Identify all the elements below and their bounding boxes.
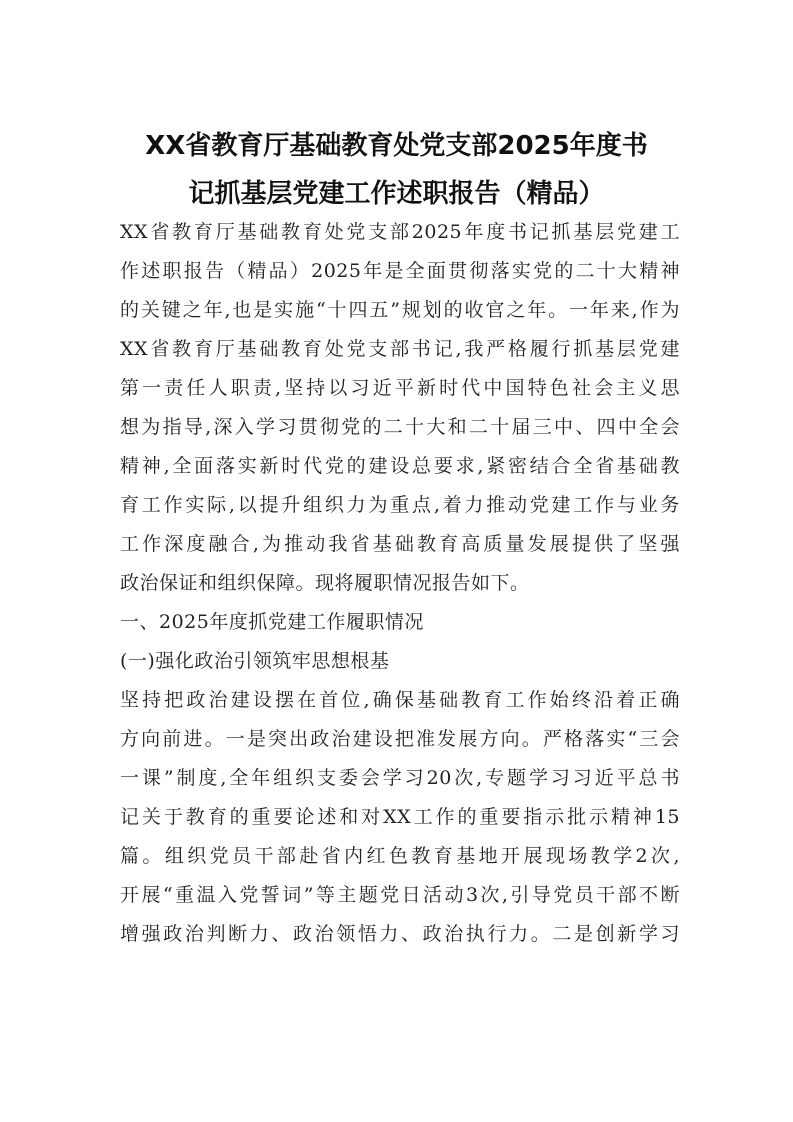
subsection-heading: (一)强化政治引领筑牢思想根基: [120, 650, 390, 672]
body-line: 精神,全面落实新时代党的建设总要求,紧密结合全省基础教: [120, 455, 680, 477]
body-line: 坚持把政治建设摆在首位,确保基础教育工作始终沿着正确: [120, 689, 680, 711]
body-line: 开展“重温入党誓词”等主题党日活动3次,引导党员干部不断: [120, 884, 680, 906]
body-line: 增强政治判断力、政治领悟力、政治执行力。二是创新学习: [120, 923, 680, 945]
title-line-1: XX省教育厅基础教育处党支部2025年度书: [145, 131, 648, 161]
body-line: 作述职报告（精品）2025年是全面贯彻落实党的二十大精神: [120, 260, 680, 282]
title-line-2: 记抓基层党建工作述职报告（精品）: [188, 179, 605, 209]
body-line: 政治保证和组织保障。现将履职情况报告如下。: [120, 572, 530, 594]
body-line: 方向前进。一是突出政治建设把准发展方向。严格落实“三会: [120, 728, 680, 750]
body-line: 篇。组织党员干部赴省内红色教育基地开展现场教学2次,: [120, 845, 680, 867]
section-heading: 一、2025年度抓党建工作履职情况: [120, 611, 424, 633]
report-body: [120, 213, 680, 954]
body-line: 记关于教育的重要论述和对XX工作的重要指示批示精神15: [120, 806, 680, 828]
page-title: [100, 122, 693, 218]
body-line: 的关键之年,也是实施“十四五”规划的收官之年。一年来,作为: [120, 299, 680, 321]
body-line: XX省教育厅基础教育处党支部书记,我严格履行抓基层党建: [120, 338, 680, 360]
body-line: 想为指导,深入学习贯彻党的二十大和二十届三中、四中全会: [120, 416, 680, 438]
body-line: XX省教育厅基础教育处党支部2025年度书记抓基层党建工: [120, 221, 680, 243]
body-line: 育工作实际,以提升组织力为重点,着力推动党建工作与业务: [120, 494, 680, 516]
body-line: 工作深度融合,为推动我省基础教育高质量发展提供了坚强: [120, 533, 680, 555]
body-line: 第一责任人职责,坚持以习近平新时代中国特色社会主义思: [120, 377, 680, 399]
body-line: 一课”制度,全年组织支委会学习20次,专题学习习近平总书: [120, 767, 680, 789]
